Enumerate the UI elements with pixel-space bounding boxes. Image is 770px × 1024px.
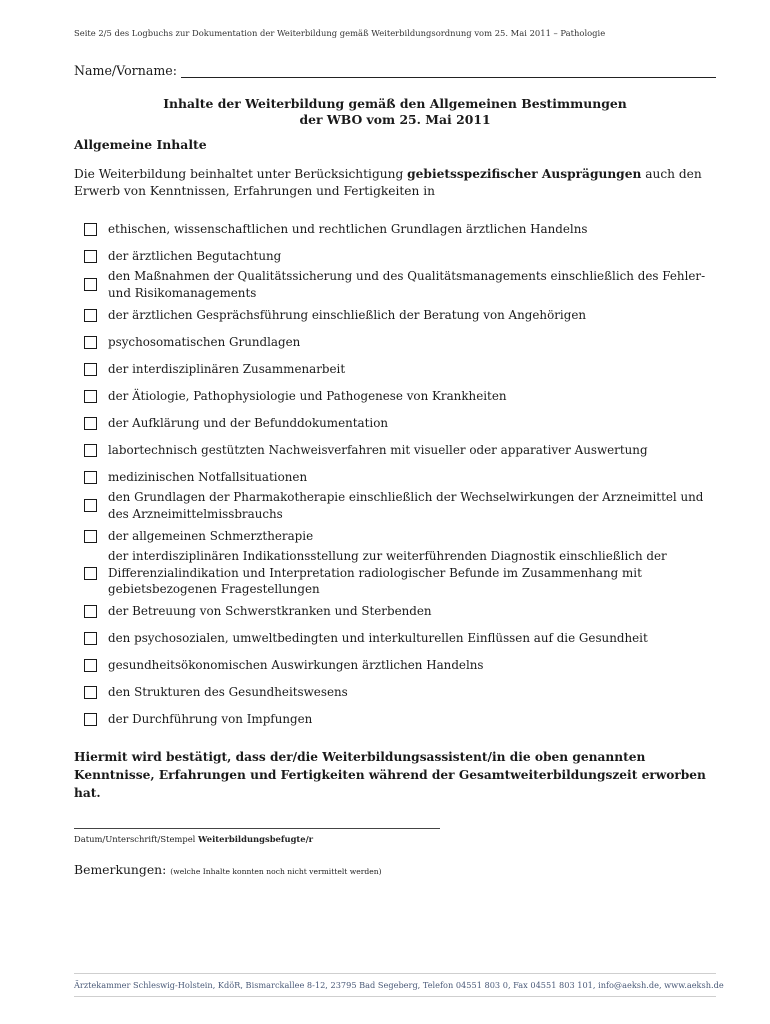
checkbox[interactable]: [84, 632, 97, 645]
checklist-item-label: der ärztlichen Gesprächsführung einschließlich der Beratung von Angehörigen: [108, 307, 587, 322]
confirmation-statement: Hiermit wird bestätigt, dass der/die Weiterbildungsassistent/in die oben genannten Kenntnisse, Erfahrungen und Fertigkeiten während der Gesamtweiterbildungszeit erworben hat.: [74, 750, 706, 800]
checklist-item-label: den psychosozialen, umweltbedingten und interkulturellen Einflüssen auf die Gesundheit: [108, 630, 648, 645]
checklist-item: [84, 489, 724, 522]
checkbox[interactable]: [84, 530, 97, 543]
signature-line[interactable]: [74, 828, 440, 829]
checkbox[interactable]: [84, 605, 97, 618]
checklist-item: [84, 246, 724, 266]
checklist-item: [84, 601, 724, 621]
signature-caption-bold: Weiterbildungsbefugte/r: [198, 834, 314, 844]
intro-text-before: Die Weiterbildung beinhaltet unter Berücksichtigung: [74, 167, 408, 181]
page-title-line-2: der WBO vom 25. Mai 2011: [299, 112, 491, 127]
checklist-item: [84, 709, 724, 729]
checklist-item-label: den Grundlagen der Pharmakotherapie einschließlich der Wechselwirkungen der Arzneimittel und des Arzneimittelmissbrauchs: [108, 490, 704, 521]
checklist-item: [84, 526, 724, 546]
page-title-line-1: Inhalte der Weiterbildung gemäß den Allgemeinen Bestimmungen: [163, 96, 627, 111]
remarks-field: [74, 862, 382, 877]
checklist-item-label: der Betreuung von Schwerstkranken und Sterbenden: [108, 603, 432, 618]
checklist-item: [84, 440, 724, 460]
checkbox[interactable]: [84, 567, 97, 580]
checklist-item: [84, 219, 724, 239]
running-head: Seite 2/5 des Logbuchs zur Dokumentation der Weiterbildung gemäß Weiterbildungsordnung vom 25. Mai 2011 – Pathologie: [74, 28, 606, 38]
checklist-item: [84, 682, 724, 702]
checklist-item-label: der Durchführung von Impfungen: [108, 711, 313, 726]
checklist-item-label: medizinischen Notfallsituationen: [108, 469, 308, 484]
checklist-item: [84, 305, 724, 325]
checklist-item-label: der Ätiologie, Pathophysiologie und Pathogenese von Krankheiten: [108, 388, 507, 403]
footer-address: Ärztekammer Schleswig-Holstein, KdöR, Bismarckallee 8-12, 23795 Bad Segeberg, Telefon 04551 803 0, Fax 04551 803 101, info@aeksh.de, www.aeksh.de: [74, 980, 724, 990]
checkbox[interactable]: [84, 390, 97, 403]
page-title: [74, 96, 716, 128]
checkbox[interactable]: [84, 659, 97, 672]
name-field-line[interactable]: [181, 65, 716, 78]
remarks-hint: (welche Inhalte konnten noch nicht vermittelt werden): [170, 867, 382, 876]
checklist-item: [84, 548, 724, 598]
checklist-item-label: der Aufklärung und der Befunddokumentation: [108, 415, 389, 430]
name-field-label: Name/Vorname:: [74, 63, 177, 78]
intro-text-after: auch den Erwerb von Kenntnissen, Erfahrungen und Fertigkeiten in: [74, 167, 702, 198]
footer-rule-bottom: [74, 996, 716, 997]
remarks-label: Bemerkungen:: [74, 862, 167, 877]
checkbox[interactable]: [84, 713, 97, 726]
checkbox[interactable]: [84, 686, 97, 699]
intro-paragraph: [74, 166, 716, 199]
checkbox[interactable]: [84, 499, 97, 512]
checkbox[interactable]: [84, 417, 97, 430]
checklist-item: [84, 467, 724, 487]
checklist-item-label: den Maßnahmen der Qualitätssicherung und des Qualitätsmanagements einschließlich des Fehler- und Risikomanagements: [108, 269, 706, 300]
checklist-item: [84, 386, 724, 406]
signature-caption: [74, 834, 313, 844]
checklist-item: [84, 628, 724, 648]
checkbox[interactable]: [84, 444, 97, 457]
signature-caption-prefix: Datum/Unterschrift/Stempel: [74, 834, 199, 844]
checklist-item-label: den Strukturen des Gesundheitswesens: [108, 684, 348, 699]
checklist-item: [84, 413, 724, 433]
checkbox[interactable]: [84, 336, 97, 349]
checklist-item-label: labortechnisch gestützten Nachweisverfahren mit visueller oder apparativer Auswertung: [108, 442, 648, 457]
checklist-item-label: der allgemeinen Schmerztherapie: [108, 528, 314, 543]
checkbox[interactable]: [84, 471, 97, 484]
checkbox[interactable]: [84, 223, 97, 236]
checklist-item-label: der ärztlichen Begutachtung: [108, 248, 282, 263]
checklist-item-label: ethischen, wissenschaftlichen und rechtlichen Grundlagen ärztlichen Handelns: [108, 221, 588, 236]
checklist-item: [84, 359, 724, 379]
intro-text-bold: gebietsspezifischer Ausprägungen: [407, 167, 642, 181]
checklist-item: [84, 268, 724, 301]
checklist-item-label: der interdisziplinären Indikationsstellung zur weiterführenden Diagnostik einschließlich der Differenzialindikation und Interpretation radiologischer Befunde im Zusammenhang mit gebietsbezogenen Fragestellungen: [108, 549, 667, 597]
checklist-item-label: gesundheitsökonomischen Auswirkungen ärztlichen Handelns: [108, 657, 484, 672]
checkbox[interactable]: [84, 250, 97, 263]
checkbox[interactable]: [84, 363, 97, 376]
name-field-row: [74, 63, 716, 78]
footer-rule-top: [74, 973, 716, 974]
checkbox[interactable]: [84, 278, 97, 291]
checkbox[interactable]: [84, 309, 97, 322]
checklist-item: [84, 655, 724, 675]
checklist-item: [84, 332, 724, 352]
section-heading: Allgemeine Inhalte: [74, 137, 207, 152]
checklist-item-label: psychosomatischen Grundlagen: [108, 334, 301, 349]
checklist-item-label: der interdisziplinären Zusammenarbeit: [108, 361, 346, 376]
